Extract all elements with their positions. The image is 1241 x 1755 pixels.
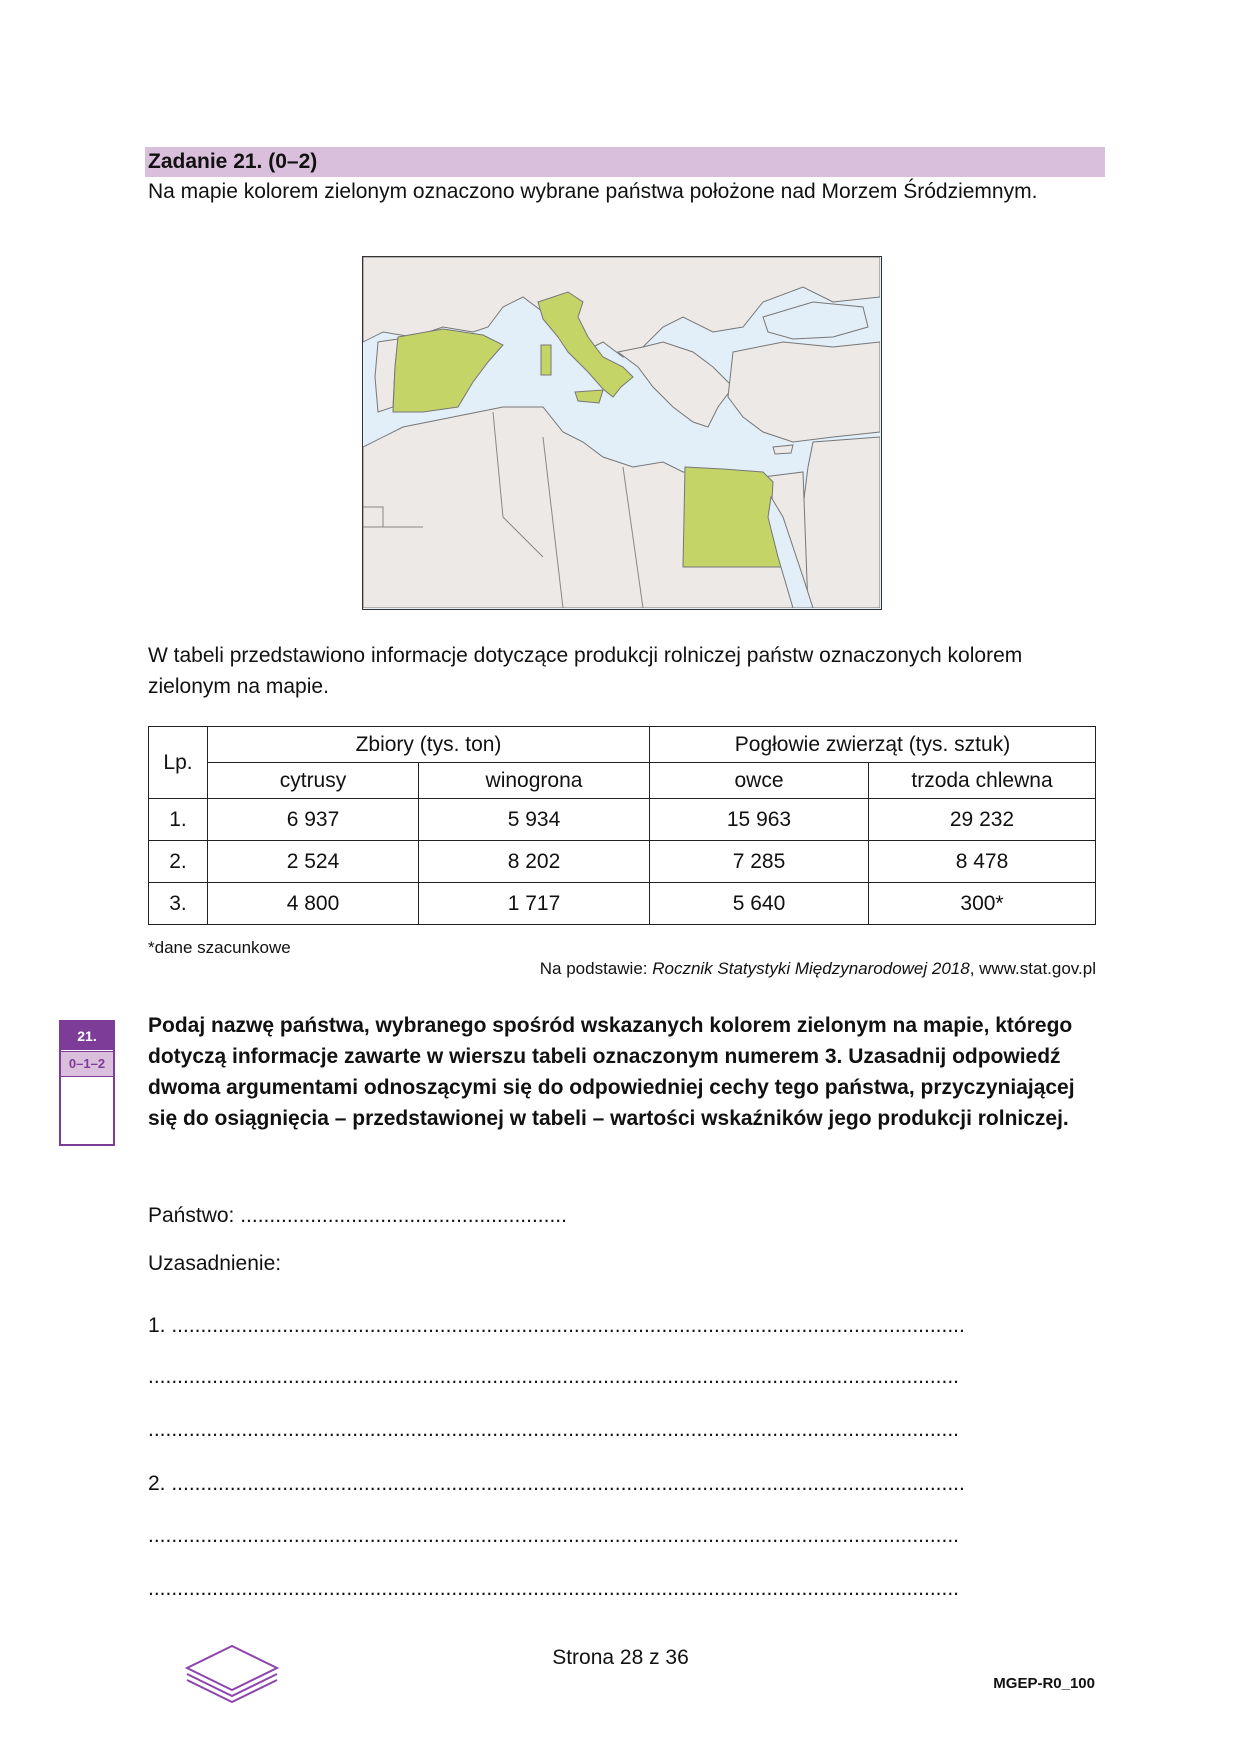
table-cell: 7 285 (650, 841, 869, 883)
score-range: 0–1–2 (61, 1051, 113, 1077)
header-col: winogrona (419, 763, 650, 799)
answer-line-1[interactable]: 1. ........................................................................................................................................ (148, 1314, 965, 1337)
table-note: *dane szacunkowe (148, 938, 291, 957)
table-cell: 300* (869, 883, 1096, 925)
country-label: Państwo: (148, 1204, 241, 1227)
exam-code: MGEP-R0_100 (993, 1675, 1095, 1692)
country-answer-line[interactable] (148, 1204, 567, 1228)
table-intro: W tabeli przedstawiono informacje dotyczące produkcji rolniczej państw oznaczonych kolorem zielonym na mapie. (148, 644, 1023, 698)
table-cell: 4 800 (208, 883, 419, 925)
header-col: owce (650, 763, 869, 799)
task-title: Zadanie 21. (0–2) (145, 147, 1105, 177)
source-suffix: , www.stat.gov.pl (969, 959, 1096, 978)
table-row (149, 799, 1096, 841)
table-cell: 2 524 (208, 841, 419, 883)
table-cell: 8 478 (869, 841, 1096, 883)
production-table (148, 726, 1096, 925)
question-text: Podaj nazwę państwa, wybranego spośród wskazanych kolorem zielonym na mapie, którego dotyczą informacje zawarte w wierszu tabeli oznaczonym numerem 3. Uzasadnij odpowiedź dwoma argumentami odnoszącymi się do odpowiedniej cechy tego państwa, przyczyniającej się do osiągnięcia – przedstawionej w tabeli – wartości wskaźników jego produkcji rolniczej. (148, 1014, 1075, 1130)
justification-label: Uzasadnienie: (148, 1252, 282, 1275)
header-harvest: Zbiory (tys. ton) (208, 727, 650, 763)
page-number: Strona 28 z 36 (552, 1646, 689, 1669)
country-dots: ........................................................ (240, 1204, 567, 1227)
table-cell: 1 717 (419, 883, 650, 925)
answer-line[interactable]: ........................................................................................................................................... (148, 1577, 959, 1600)
answer-line[interactable]: ........................................................................................................................................... (148, 1418, 959, 1441)
table-cell: 3. (149, 883, 208, 925)
header-col: trzoda chlewna (869, 763, 1096, 799)
table-cell: 5 640 (650, 883, 869, 925)
map-graphic (363, 257, 880, 608)
source-title: Rocznik Statystyki Międzynarodowej 2018 (652, 959, 970, 978)
table-cell: 29 232 (869, 799, 1096, 841)
header-lp: Lp. (149, 727, 208, 799)
answer-line-2[interactable]: 2. ........................................................................................................................................ (148, 1472, 965, 1495)
table-row (149, 841, 1096, 883)
source-prefix: Na podstawie: (539, 959, 653, 978)
table-cell: 2. (149, 841, 208, 883)
table-cell: 15 963 (650, 799, 869, 841)
table-cell: 5 934 (419, 799, 650, 841)
answer-line[interactable]: ........................................................................................................................................... (148, 1365, 959, 1388)
table-row (149, 883, 1096, 925)
header-livestock: Pogłowie zwierząt (tys. sztuk) (650, 727, 1096, 763)
answer-line[interactable]: ........................................................................................................................................... (148, 1524, 959, 1547)
table-cell: 1. (149, 799, 208, 841)
task-intro: Na mapie kolorem zielonym oznaczono wybrane państwa położone nad Morzem Śródziemnym. (148, 180, 1038, 203)
table-cell: 8 202 (419, 841, 650, 883)
table-cell: 6 937 (208, 799, 419, 841)
score-number: 21. (61, 1022, 113, 1050)
header-col: cytrusy (208, 763, 419, 799)
table-source (540, 959, 1096, 979)
mediterranean-map (362, 256, 882, 610)
